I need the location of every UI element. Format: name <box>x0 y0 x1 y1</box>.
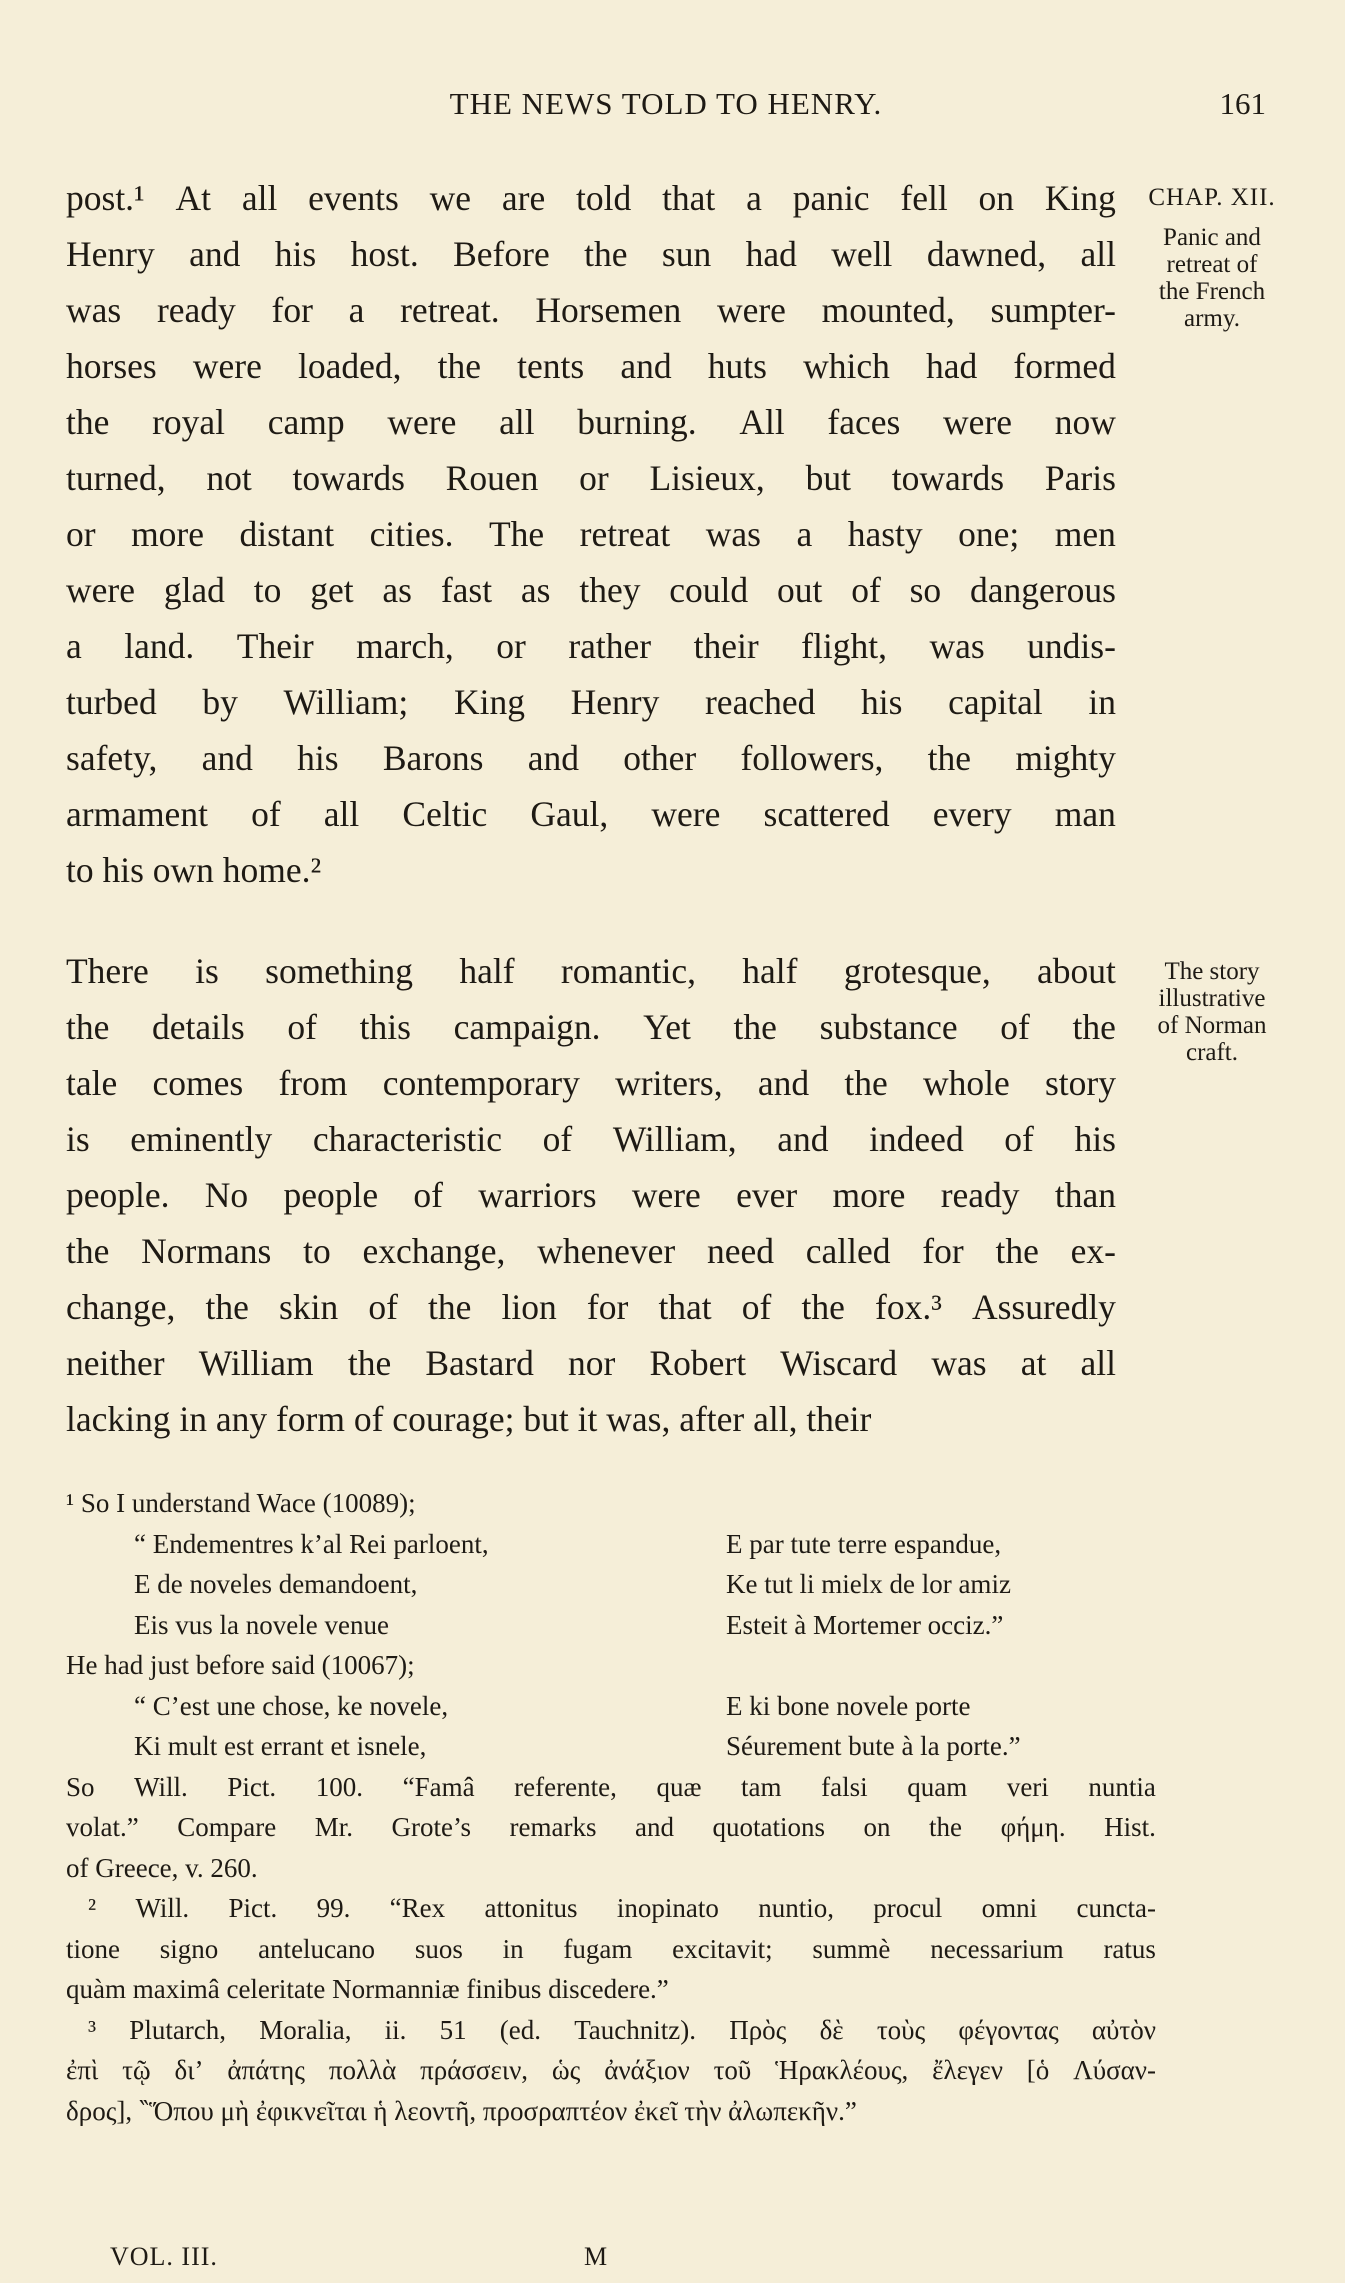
text-line: There is something half romantic, half grotesque, about <box>66 951 1116 991</box>
footnote-line: quàm maximâ celeritate Normanniæ finibus discedere.” <box>66 1974 669 2004</box>
text-line: or more distant cities. The retreat was a hasty one; men <box>66 514 1116 554</box>
margin-note-line: craft. <box>1185 1039 1239 1066</box>
verse-left: E de noveles demandoent, <box>134 1569 418 1599</box>
footnote-3 <box>66 2010 1156 2132</box>
footnote-1-end <box>66 1767 1156 1889</box>
text-line: to his own home.² <box>66 850 322 890</box>
text-line: turned, not towards Rouen or Lisieux, but towards Paris <box>66 458 1116 498</box>
text-line: people. No people of warriors were ever more ready than <box>66 1175 1116 1215</box>
text-line: the Normans to exchange, whenever need called for the ex- <box>66 1231 1116 1271</box>
page-footer <box>110 2242 710 2278</box>
text-line: a land. Their march, or rather their flight, was undis- <box>66 626 1116 666</box>
verse-row <box>134 1564 1156 1605</box>
verse-right: Esteit à Mortemer occiz.” <box>726 1609 1004 1640</box>
text-line: the details of this campaign. Yet the substance of the <box>66 1007 1116 1047</box>
margin-note-line: The story <box>1164 958 1260 985</box>
text-line: safety, and his Barons and other followers, the mighty <box>66 738 1116 778</box>
footnote-line: of Greece, v. 260. <box>66 1852 258 1883</box>
text-line: were glad to get as fast as they could out of so dangerous <box>66 570 1116 610</box>
verse-right: E par tute terre espandue, <box>726 1528 1002 1559</box>
margin-note-line: of Norman <box>1157 1012 1267 1039</box>
verse-right: Ke tut li mielx de lor amiz <box>726 1569 1011 1599</box>
footnote-line: tione signo antelucano suos in fugam excitavit; summè necessarium ratus <box>66 1933 1156 1964</box>
footnote-1-verse-a <box>66 1524 1156 1646</box>
page-number: 161 <box>1219 86 1266 121</box>
verse-left: “ C’est une chose, ke novele, <box>134 1690 449 1721</box>
running-head: THE NEWS TOLD TO HENRY. <box>449 86 883 121</box>
text-line: was ready for a retreat. Horsemen were mounted, sumpter- <box>66 290 1116 330</box>
text-line: armament of all Celtic Gaul, were scattered every man <box>66 794 1116 834</box>
footnote-line: δρος], ‶Ὅπου μὴ ἐφικνεῖται ἡ λεοντῆ, προσραπτέον ἐκεῖ τὴν ἀλωπεκῆν.” <box>66 2095 857 2126</box>
volume-label: VOL. III. <box>110 2242 218 2271</box>
chapter-label: CHAP. XII. <box>1148 184 1276 211</box>
verse-right: Séurement bute à la porte.” <box>726 1731 1021 1761</box>
margin-note-line: the French <box>1158 278 1266 305</box>
footnotes <box>66 1483 1156 2131</box>
margin-note-story <box>1122 958 1302 1066</box>
verse-left: Eis vus la novele venue <box>134 1609 389 1640</box>
footnote-line: volat.” Compare Mr. Grote’s remarks and quotations on the φήμη. Hist. <box>66 1812 1156 1842</box>
text-line: turbed by William; King Henry reached his capital in <box>66 682 1116 722</box>
verse-row <box>134 1524 1156 1565</box>
paragraph-1 <box>66 170 1116 898</box>
verse-row <box>134 1726 1156 1767</box>
verse-row <box>134 1686 1156 1727</box>
footnote-line: So Will. Pict. 100. “Famâ referente, quæ tam falsi quam veri nuntia <box>66 1771 1156 1802</box>
margin-note-panic <box>1122 224 1302 332</box>
signature-mark: M <box>584 2242 608 2271</box>
verse-left: Ki mult est errant et isnele, <box>134 1731 427 1761</box>
paragraph-2 <box>66 943 1116 1447</box>
footnote-2 <box>66 1888 1156 2010</box>
footnote-1-verse-b <box>66 1686 1156 1767</box>
footnote-line: ³ Plutarch, Moralia, ii. 51 (ed. Tauchnitz). Πρὸς δὲ τοὺς φέγοντας αὐτὸν <box>88 2014 1156 2045</box>
footnote-1-mid: He had just before said (10067); <box>66 1650 415 1680</box>
text-line: tale comes from contemporary writers, and the whole story <box>66 1063 1116 1103</box>
text-line: horses were loaded, the tents and huts which had formed <box>66 346 1116 386</box>
verse-row <box>134 1605 1156 1646</box>
text-line: change, the skin of the lion for that of the fox.³ Assuredly <box>66 1287 1116 1327</box>
margin-note-line: illustrative <box>1158 985 1266 1012</box>
verse-right: E ki bone novele porte <box>726 1690 971 1721</box>
text-line: post.¹ At all events we are told that a panic fell on King <box>66 178 1116 218</box>
footnote-line: ἐπὶ τῷ δι’ ἀπάτης πολλὰ πράσσειν, ὡς ἀνάξιον τοῦ Ἡρακλέους, ἔλεγεν [ὁ Λύσαν- <box>66 2055 1156 2085</box>
text-line: Henry and his host. Before the sun had well dawned, all <box>66 234 1116 274</box>
text-line: is eminently characteristic of William, and indeed of his <box>66 1119 1116 1159</box>
footnote-line: ² Will. Pict. 99. “Rex attonitus inopinato nuntio, procul omni cuncta- <box>88 1893 1156 1923</box>
footnote-1-intro: ¹ So I understand Wace (10089); <box>66 1488 416 1518</box>
text-line: neither William the Bastard nor Robert Wiscard was at all <box>66 1343 1116 1383</box>
margin-note-line: Panic and <box>1163 224 1261 251</box>
margin-note-line: army. <box>1184 305 1240 332</box>
verse-left: “ Endementres k’al Rei parloent, <box>134 1528 489 1559</box>
text-line: lacking in any form of courage; but it was, after all, their <box>66 1399 872 1439</box>
margin-note-line: retreat of <box>1166 251 1258 278</box>
page-header <box>66 86 1266 132</box>
text-line: the royal camp were all burning. All faces were now <box>66 402 1116 442</box>
margin-note-chapter <box>1122 184 1302 211</box>
